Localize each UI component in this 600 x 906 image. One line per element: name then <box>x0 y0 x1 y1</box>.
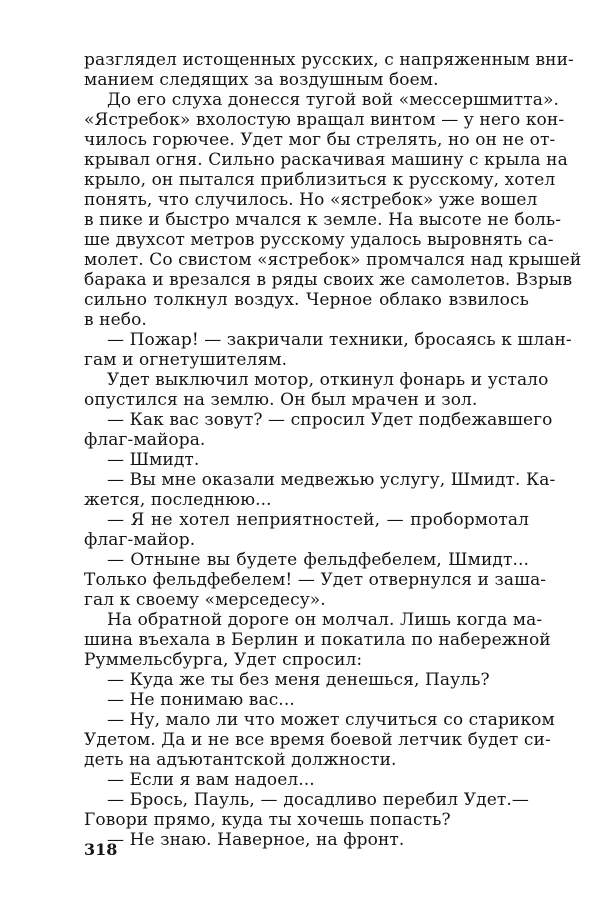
text-line: флаг-майор. <box>84 530 196 550</box>
text-line: сильно толкнул воздух. Черное облако взвилось <box>84 290 529 310</box>
text-line: Говори прямо, куда ты хочешь попасть? <box>84 810 451 830</box>
text-line: крывал огня. Сильно раскачивая машину с крыла на <box>84 150 568 170</box>
text-line: — Куда же ты без меня денешься, Пауль? <box>107 670 490 690</box>
text-line: Удет выключил мотор, откинул фонарь и устало <box>107 370 549 390</box>
text-line: — Ну, мало ли что может случиться со стариком <box>107 710 555 730</box>
text-line: барака и врезался в ряды своих же самолетов. Взрыв <box>84 270 573 290</box>
text-line: чилось горючее. Удет мог бы стрелять, но он не от- <box>84 130 556 150</box>
text-line: деть на адъютантской должности. <box>84 750 397 770</box>
text-line: Удетом. Да и не все время боевой летчик будет си- <box>84 730 551 750</box>
text-line: опустился на землю. Он был мрачен и зол. <box>84 390 478 410</box>
text-line: манием следящих за воздушным боем. <box>84 70 439 90</box>
text-line: разглядел истощенных русских, с напряженным вни- <box>84 50 574 70</box>
text-line: в пике и быстро мчался к земле. На высоте не боль- <box>84 210 562 230</box>
text-line: ше двухсот метров русскому удалось выровнять са- <box>84 230 554 250</box>
text-line: понять, что случилось. Но «ястребок» уже вошел <box>84 190 538 210</box>
page-number: 318 <box>84 840 118 859</box>
text-line: — Шмидт. <box>107 450 200 470</box>
text-line: — Брось, Пауль, — досадливо перебил Удет.— <box>107 790 529 810</box>
text-line: шина въехала в Берлин и покатила по набережной <box>84 630 551 650</box>
text-line: — Если я вам надоел... <box>107 770 315 790</box>
text-line: — Не понимаю вас... <box>107 690 295 710</box>
text-line: — Как вас зовут? — спросил Удет подбежавшего <box>107 410 553 430</box>
text-line: в небо. <box>84 310 147 330</box>
text-line: флаг-майора. <box>84 430 206 450</box>
text-line: гал к своему «мерседесу». <box>84 590 326 610</box>
text-line: молет. Со свистом «ястребок» промчался над крышей <box>84 250 582 270</box>
text-line: гам и огнетушителям. <box>84 350 288 370</box>
text-line: — Не знаю. Наверное, на фронт. <box>107 830 405 850</box>
text-line: На обратной дороге он молчал. Лишь когда ма- <box>107 610 543 630</box>
text-line: жется, последнюю... <box>84 490 272 510</box>
text-line: Только фельдфебелем! — Удет отвернулся и заша- <box>84 570 547 590</box>
text-line: — Вы мне оказали медвежью услугу, Шмидт. Ка- <box>107 470 556 490</box>
text-line: «Ястребок» вхолостую вращал винтом — у него кон- <box>84 110 565 130</box>
text-line: До его слуха донесся тугой вой «мессершмитта». <box>107 90 559 110</box>
text-line: — Я не хотел неприятностей, — пробормотал <box>107 510 529 530</box>
text-line: Руммельсбурга, Удет спросил: <box>84 650 363 670</box>
text-line: — Отныне вы будете фельдфебелем, Шмидт... <box>107 550 529 570</box>
body-text <box>84 50 582 850</box>
text-line: — Пожар! — закричали техники, бросаясь к шлан- <box>107 330 572 350</box>
text-line: крыло, он пытался приблизиться к русскому, хотел <box>84 170 556 190</box>
